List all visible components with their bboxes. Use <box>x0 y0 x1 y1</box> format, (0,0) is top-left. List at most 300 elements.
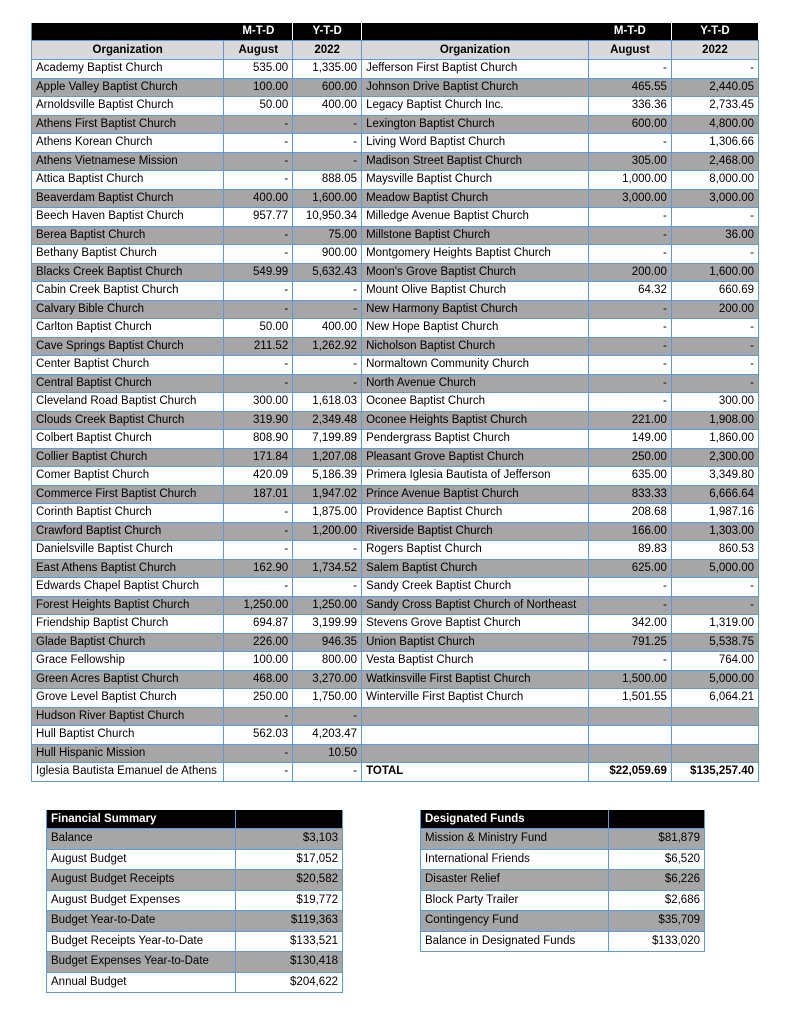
table-row <box>32 615 759 634</box>
left-mtd-cell: - <box>224 763 293 782</box>
right-ytd-cell: 4,800.00 <box>671 115 758 134</box>
table-row <box>32 430 759 449</box>
table-row <box>32 448 759 467</box>
left-ytd-cell: - <box>293 134 362 153</box>
left-ytd-cell: - <box>293 578 362 597</box>
right-ytd-cell: 5,000.00 <box>671 559 758 578</box>
financial-summary-value: $130,418 <box>236 952 343 973</box>
table-row <box>32 652 759 671</box>
table-row <box>32 171 759 190</box>
left-ytd-cell: 1,750.00 <box>293 689 362 708</box>
left-ytd-cell: 7,199.89 <box>293 430 362 449</box>
left-mtd-cell: 957.77 <box>224 208 293 227</box>
left-ytd-cell: 1,250.00 <box>293 596 362 615</box>
designated-funds-value: $81,879 <box>609 829 705 850</box>
financial-summary-label: Budget Expenses Year-to-Date <box>47 952 236 973</box>
right-ytd-cell: 1,319.00 <box>671 615 758 634</box>
table-row <box>32 263 759 282</box>
right-mtd-cell: 64.32 <box>588 282 671 301</box>
left-mtd-cell: - <box>224 374 293 393</box>
left-ytd-cell: - <box>293 541 362 560</box>
right-ytd-cell: 1,600.00 <box>671 263 758 282</box>
left-ytd-cell: - <box>293 300 362 319</box>
header-year-right: 2022 <box>671 41 758 60</box>
right-ytd-cell: - <box>671 319 758 338</box>
header-ytd-right: Y-T-D <box>671 23 758 41</box>
right-ytd-cell: 1,306.66 <box>671 134 758 153</box>
left-mtd-cell: 400.00 <box>224 189 293 208</box>
financial-summary-value: $17,052 <box>236 849 343 870</box>
designated-funds-row <box>421 829 705 850</box>
financial-summary-row <box>47 849 343 870</box>
designated-funds-label: Disaster Relief <box>421 870 609 891</box>
designated-funds-label: Contingency Fund <box>421 911 609 932</box>
left-mtd-cell: - <box>224 300 293 319</box>
left-mtd-cell: 319.90 <box>224 411 293 430</box>
right-organization-cell: Rogers Baptist Church <box>362 541 589 560</box>
right-ytd-cell: 2,440.05 <box>671 78 758 97</box>
header-mtd-left: M-T-D <box>224 23 293 41</box>
left-organization-cell: Bethany Baptist Church <box>32 245 224 264</box>
right-organization-cell: Mount Olive Baptist Church <box>362 282 589 301</box>
left-mtd-cell: 226.00 <box>224 633 293 652</box>
financial-summary-row <box>47 890 343 911</box>
left-organization-cell: Green Acres Baptist Church <box>32 670 224 689</box>
header-blank-right <box>362 23 589 41</box>
financial-summary-value: $19,772 <box>236 890 343 911</box>
left-ytd-cell: 888.05 <box>293 171 362 190</box>
financial-summary-row <box>47 829 343 850</box>
left-organization-cell: Comer Baptist Church <box>32 467 224 486</box>
right-ytd-cell: 5,000.00 <box>671 670 758 689</box>
left-ytd-cell: - <box>293 763 362 782</box>
designated-funds-value: $6,226 <box>609 870 705 891</box>
table-row <box>32 300 759 319</box>
right-organization-cell: Oconee Baptist Church <box>362 393 589 412</box>
header-year-left: 2022 <box>293 41 362 60</box>
right-mtd-cell: - <box>588 337 671 356</box>
right-organization-cell: Prince Avenue Baptist Church <box>362 485 589 504</box>
right-organization-cell: Sandy Creek Baptist Church <box>362 578 589 597</box>
financial-summary-row <box>47 952 343 973</box>
right-mtd-cell: - <box>588 208 671 227</box>
right-ytd-cell: - <box>671 337 758 356</box>
financial-summary-row <box>47 972 343 993</box>
right-organization-cell: Watkinsville First Baptist Church <box>362 670 589 689</box>
financial-summary-table <box>46 810 343 993</box>
right-mtd-cell: 600.00 <box>588 115 671 134</box>
right-mtd-cell: - <box>588 596 671 615</box>
right-mtd-cell: 465.55 <box>588 78 671 97</box>
table-row <box>32 726 759 745</box>
right-organization-cell: Sandy Cross Baptist Church of Northeast <box>362 596 589 615</box>
table-row <box>32 541 759 560</box>
table-row <box>32 393 759 412</box>
right-organization-cell: Legacy Baptist Church Inc. <box>362 97 589 116</box>
right-organization-cell: Providence Baptist Church <box>362 504 589 523</box>
right-ytd-cell: - <box>671 356 758 375</box>
table-row <box>32 689 759 708</box>
right-mtd-cell: 89.83 <box>588 541 671 560</box>
designated-funds-title: Designated Funds <box>421 810 609 829</box>
right-mtd-cell: - <box>588 356 671 375</box>
right-mtd-cell: - <box>588 134 671 153</box>
left-mtd-cell: - <box>224 744 293 763</box>
left-organization-cell: Grove Level Baptist Church <box>32 689 224 708</box>
right-ytd-cell: 2,468.00 <box>671 152 758 171</box>
right-ytd-cell: 2,300.00 <box>671 448 758 467</box>
left-ytd-cell: 4,203.47 <box>293 726 362 745</box>
right-organization-cell <box>362 726 589 745</box>
table-row <box>32 60 759 79</box>
financial-summary-title: Financial Summary <box>47 810 236 829</box>
right-mtd-cell: 149.00 <box>588 430 671 449</box>
left-ytd-cell: 1,335.00 <box>293 60 362 79</box>
right-mtd-cell: - <box>588 300 671 319</box>
left-organization-cell: Danielsville Baptist Church <box>32 541 224 560</box>
financial-summary-row <box>47 911 343 932</box>
left-mtd-cell: 535.00 <box>224 60 293 79</box>
right-ytd-cell: 764.00 <box>671 652 758 671</box>
left-organization-cell: Forest Heights Baptist Church <box>32 596 224 615</box>
right-ytd-cell: 1,303.00 <box>671 522 758 541</box>
right-ytd-cell: - <box>671 208 758 227</box>
left-mtd-cell: 300.00 <box>224 393 293 412</box>
designated-funds-label: Mission & Ministry Fund <box>421 829 609 850</box>
right-mtd-cell: 625.00 <box>588 559 671 578</box>
left-ytd-cell: - <box>293 356 362 375</box>
designated-funds-value: $35,709 <box>609 911 705 932</box>
right-ytd-cell: 200.00 <box>671 300 758 319</box>
left-mtd-cell: - <box>224 282 293 301</box>
left-organization-cell: Clouds Creek Baptist Church <box>32 411 224 430</box>
right-organization-cell: Johnson Drive Baptist Church <box>362 78 589 97</box>
table-row <box>32 319 759 338</box>
left-ytd-cell: - <box>293 115 362 134</box>
left-mtd-cell: 1,250.00 <box>224 596 293 615</box>
right-organization-cell: Union Baptist Church <box>362 633 589 652</box>
right-organization-cell: Stevens Grove Baptist Church <box>362 615 589 634</box>
right-mtd-cell: - <box>588 652 671 671</box>
left-organization-cell: Hull Baptist Church <box>32 726 224 745</box>
left-organization-cell: Blacks Creek Baptist Church <box>32 263 224 282</box>
left-ytd-cell: 800.00 <box>293 652 362 671</box>
table-row <box>32 559 759 578</box>
table-row <box>32 633 759 652</box>
designated-funds-row <box>421 931 705 952</box>
table-row <box>32 245 759 264</box>
financial-summary-label: Budget Receipts Year-to-Date <box>47 931 236 952</box>
left-mtd-cell: 50.00 <box>224 319 293 338</box>
right-ytd-cell: 36.00 <box>671 226 758 245</box>
right-ytd-cell: - <box>671 245 758 264</box>
left-organization-cell: Central Baptist Church <box>32 374 224 393</box>
left-mtd-cell: - <box>224 171 293 190</box>
left-ytd-cell: 1,618.03 <box>293 393 362 412</box>
left-ytd-cell: 1,947.02 <box>293 485 362 504</box>
left-ytd-cell: 400.00 <box>293 97 362 116</box>
table-row <box>32 522 759 541</box>
left-organization-cell: Attica Baptist Church <box>32 171 224 190</box>
left-mtd-cell: 420.09 <box>224 467 293 486</box>
left-organization-cell: Cave Springs Baptist Church <box>32 337 224 356</box>
financial-summary-header-blank <box>236 810 343 829</box>
right-mtd-cell: - <box>588 60 671 79</box>
table-row <box>32 670 759 689</box>
right-mtd-cell: - <box>588 245 671 264</box>
designated-funds-table <box>420 810 705 952</box>
right-organization-cell: Normaltown Community Church <box>362 356 589 375</box>
left-organization-cell: Friendship Baptist Church <box>32 615 224 634</box>
left-mtd-cell: 250.00 <box>224 689 293 708</box>
header-organization-right: Organization <box>362 41 589 60</box>
right-mtd-cell: 791.25 <box>588 633 671 652</box>
left-organization-cell: Crawford Baptist Church <box>32 522 224 541</box>
designated-funds-value: $133,020 <box>609 931 705 952</box>
right-mtd-cell: 200.00 <box>588 263 671 282</box>
right-organization-cell: Milledge Avenue Baptist Church <box>362 208 589 227</box>
total-mtd: $22,059.69 <box>588 763 671 782</box>
left-ytd-cell: 1,875.00 <box>293 504 362 523</box>
right-ytd-cell: - <box>671 374 758 393</box>
left-ytd-cell: 1,600.00 <box>293 189 362 208</box>
right-ytd-cell: 1,860.00 <box>671 430 758 449</box>
left-mtd-cell: - <box>224 541 293 560</box>
table-row <box>32 115 759 134</box>
right-ytd-cell <box>671 707 758 726</box>
designated-funds-value: $6,520 <box>609 849 705 870</box>
right-ytd-cell: 5,538.75 <box>671 633 758 652</box>
left-organization-cell: Grace Fellowship <box>32 652 224 671</box>
financial-summary-label: August Budget Receipts <box>47 870 236 891</box>
left-ytd-cell: - <box>293 282 362 301</box>
right-mtd-cell: 221.00 <box>588 411 671 430</box>
designated-funds-value: $2,686 <box>609 890 705 911</box>
right-organization-cell: Oconee Heights Baptist Church <box>362 411 589 430</box>
financial-summary-label: Budget Year-to-Date <box>47 911 236 932</box>
table-row <box>32 189 759 208</box>
financial-summary-label: Annual Budget <box>47 972 236 993</box>
financial-summary-header <box>47 810 343 829</box>
left-mtd-cell: 100.00 <box>224 652 293 671</box>
right-mtd-cell: 336.36 <box>588 97 671 116</box>
left-mtd-cell: 171.84 <box>224 448 293 467</box>
financial-summary-label: August Budget <box>47 849 236 870</box>
right-organization-cell: Nicholson Baptist Church <box>362 337 589 356</box>
designated-funds-row <box>421 849 705 870</box>
table-row <box>32 134 759 153</box>
total-label: TOTAL <box>362 763 589 782</box>
right-mtd-cell: 3,000.00 <box>588 189 671 208</box>
right-ytd-cell: - <box>671 596 758 615</box>
right-mtd-cell: 342.00 <box>588 615 671 634</box>
right-organization-cell: Vesta Baptist Church <box>362 652 589 671</box>
left-organization-cell: Collier Baptist Church <box>32 448 224 467</box>
table-row <box>32 208 759 227</box>
table-row <box>32 356 759 375</box>
header-month-left: August <box>224 41 293 60</box>
right-organization-cell: New Harmony Baptist Church <box>362 300 589 319</box>
left-organization-cell: Academy Baptist Church <box>32 60 224 79</box>
left-organization-cell: Glade Baptist Church <box>32 633 224 652</box>
financial-summary-value: $3,103 <box>236 829 343 850</box>
right-mtd-cell: 166.00 <box>588 522 671 541</box>
left-ytd-cell: 3,270.00 <box>293 670 362 689</box>
right-ytd-cell: 1,987.16 <box>671 504 758 523</box>
header-row-sub <box>32 41 759 60</box>
left-mtd-cell: - <box>224 707 293 726</box>
total-ytd: $135,257.40 <box>671 763 758 782</box>
left-mtd-cell: 162.90 <box>224 559 293 578</box>
right-mtd-cell: - <box>588 374 671 393</box>
right-mtd-cell: 250.00 <box>588 448 671 467</box>
header-organization-left: Organization <box>32 41 224 60</box>
right-organization-cell: Moon's Grove Baptist Church <box>362 263 589 282</box>
left-mtd-cell: 549.99 <box>224 263 293 282</box>
left-organization-cell: Edwards Chapel Baptist Church <box>32 578 224 597</box>
left-organization-cell: East Athens Baptist Church <box>32 559 224 578</box>
right-ytd-cell: 2,733.45 <box>671 97 758 116</box>
right-organization-cell: Jefferson First Baptist Church <box>362 60 589 79</box>
right-mtd-cell: 305.00 <box>588 152 671 171</box>
right-mtd-cell: 833.33 <box>588 485 671 504</box>
right-ytd-cell: 6,064.21 <box>671 689 758 708</box>
right-organization-cell: Pleasant Grove Baptist Church <box>362 448 589 467</box>
right-mtd-cell: 1,000.00 <box>588 171 671 190</box>
left-ytd-cell: 3,199.99 <box>293 615 362 634</box>
table-row <box>32 282 759 301</box>
left-organization-cell: Center Baptist Church <box>32 356 224 375</box>
table-row <box>32 411 759 430</box>
financial-summary-value: $20,582 <box>236 870 343 891</box>
financial-summary-row <box>47 870 343 891</box>
table-row <box>32 78 759 97</box>
table-row <box>32 485 759 504</box>
right-organization-cell: Madison Street Baptist Church <box>362 152 589 171</box>
left-ytd-cell: 600.00 <box>293 78 362 97</box>
left-organization-cell: Iglesia Bautista Emanuel de Athens <box>32 763 224 782</box>
right-mtd-cell: - <box>588 226 671 245</box>
left-mtd-cell: - <box>224 226 293 245</box>
left-ytd-cell: 1,262.92 <box>293 337 362 356</box>
left-mtd-cell: - <box>224 504 293 523</box>
left-mtd-cell: 468.00 <box>224 670 293 689</box>
right-ytd-cell: 300.00 <box>671 393 758 412</box>
left-ytd-cell: 10,950.34 <box>293 208 362 227</box>
left-organization-cell: Beech Haven Baptist Church <box>32 208 224 227</box>
left-ytd-cell: 5,632.43 <box>293 263 362 282</box>
left-organization-cell: Athens First Baptist Church <box>32 115 224 134</box>
right-ytd-cell: 6,666.64 <box>671 485 758 504</box>
right-ytd-cell <box>671 744 758 763</box>
left-organization-cell: Cabin Creek Baptist Church <box>32 282 224 301</box>
left-mtd-cell: - <box>224 115 293 134</box>
designated-funds-row <box>421 870 705 891</box>
right-mtd-cell: 1,500.00 <box>588 670 671 689</box>
right-organization-cell: Montgomery Heights Baptist Church <box>362 245 589 264</box>
right-organization-cell <box>362 707 589 726</box>
left-organization-cell: Colbert Baptist Church <box>32 430 224 449</box>
right-organization-cell: Pendergrass Baptist Church <box>362 430 589 449</box>
designated-funds-row <box>421 890 705 911</box>
right-ytd-cell: 3,349.80 <box>671 467 758 486</box>
financial-summary-value: $133,521 <box>236 931 343 952</box>
left-ytd-cell: 400.00 <box>293 319 362 338</box>
left-ytd-cell: 1,200.00 <box>293 522 362 541</box>
right-organization-cell: Living Word Baptist Church <box>362 134 589 153</box>
left-mtd-cell: - <box>224 356 293 375</box>
right-organization-cell: Meadow Baptist Church <box>362 189 589 208</box>
left-ytd-cell: 1,734.52 <box>293 559 362 578</box>
left-organization-cell: Athens Korean Church <box>32 134 224 153</box>
designated-funds-header <box>421 810 705 829</box>
header-month-right: August <box>588 41 671 60</box>
designated-funds-header-blank <box>609 810 705 829</box>
right-mtd-cell <box>588 726 671 745</box>
right-organization-cell: North Avenue Church <box>362 374 589 393</box>
right-organization-cell: Salem Baptist Church <box>362 559 589 578</box>
right-ytd-cell: 3,000.00 <box>671 189 758 208</box>
financial-summary-label: Balance <box>47 829 236 850</box>
right-organization-cell: Riverside Baptist Church <box>362 522 589 541</box>
right-ytd-cell: 8,000.00 <box>671 171 758 190</box>
table-row <box>32 578 759 597</box>
table-row <box>32 744 759 763</box>
header-mtd-right: M-T-D <box>588 23 671 41</box>
designated-funds-label: Block Party Trailer <box>421 890 609 911</box>
right-ytd-cell: - <box>671 60 758 79</box>
right-ytd-cell: 1,908.00 <box>671 411 758 430</box>
left-ytd-cell: - <box>293 152 362 171</box>
designated-funds-label: International Friends <box>421 849 609 870</box>
right-organization-cell: Maysville Baptist Church <box>362 171 589 190</box>
right-mtd-cell: - <box>588 393 671 412</box>
left-organization-cell: Commerce First Baptist Church <box>32 485 224 504</box>
right-organization-cell: Primera Iglesia Bautista of Jefferson <box>362 467 589 486</box>
left-mtd-cell: - <box>224 134 293 153</box>
left-organization-cell: Athens Vietnamese Mission <box>32 152 224 171</box>
left-mtd-cell: 694.87 <box>224 615 293 634</box>
left-organization-cell: Hull Hispanic Mission <box>32 744 224 763</box>
right-mtd-cell: 635.00 <box>588 467 671 486</box>
left-mtd-cell: 50.00 <box>224 97 293 116</box>
table-row <box>32 337 759 356</box>
right-mtd-cell <box>588 744 671 763</box>
left-organization-cell: Calvary Bible Church <box>32 300 224 319</box>
left-ytd-cell: 900.00 <box>293 245 362 264</box>
table-row <box>32 152 759 171</box>
left-organization-cell: Corinth Baptist Church <box>32 504 224 523</box>
right-mtd-cell: 208.68 <box>588 504 671 523</box>
contributions-table <box>31 23 759 782</box>
table-row <box>32 226 759 245</box>
left-ytd-cell: 2,349.48 <box>293 411 362 430</box>
left-organization-cell: Berea Baptist Church <box>32 226 224 245</box>
financial-summary-row <box>47 931 343 952</box>
table-row <box>32 763 759 782</box>
table-row <box>32 596 759 615</box>
table-row <box>32 97 759 116</box>
right-ytd-cell <box>671 726 758 745</box>
left-organization-cell: Cleveland Road Baptist Church <box>32 393 224 412</box>
left-organization-cell: Apple Valley Baptist Church <box>32 78 224 97</box>
right-mtd-cell <box>588 707 671 726</box>
left-mtd-cell: - <box>224 245 293 264</box>
table-row <box>32 467 759 486</box>
left-ytd-cell: 1,207.08 <box>293 448 362 467</box>
left-ytd-cell: - <box>293 707 362 726</box>
designated-funds-label: Balance in Designated Funds <box>421 931 609 952</box>
